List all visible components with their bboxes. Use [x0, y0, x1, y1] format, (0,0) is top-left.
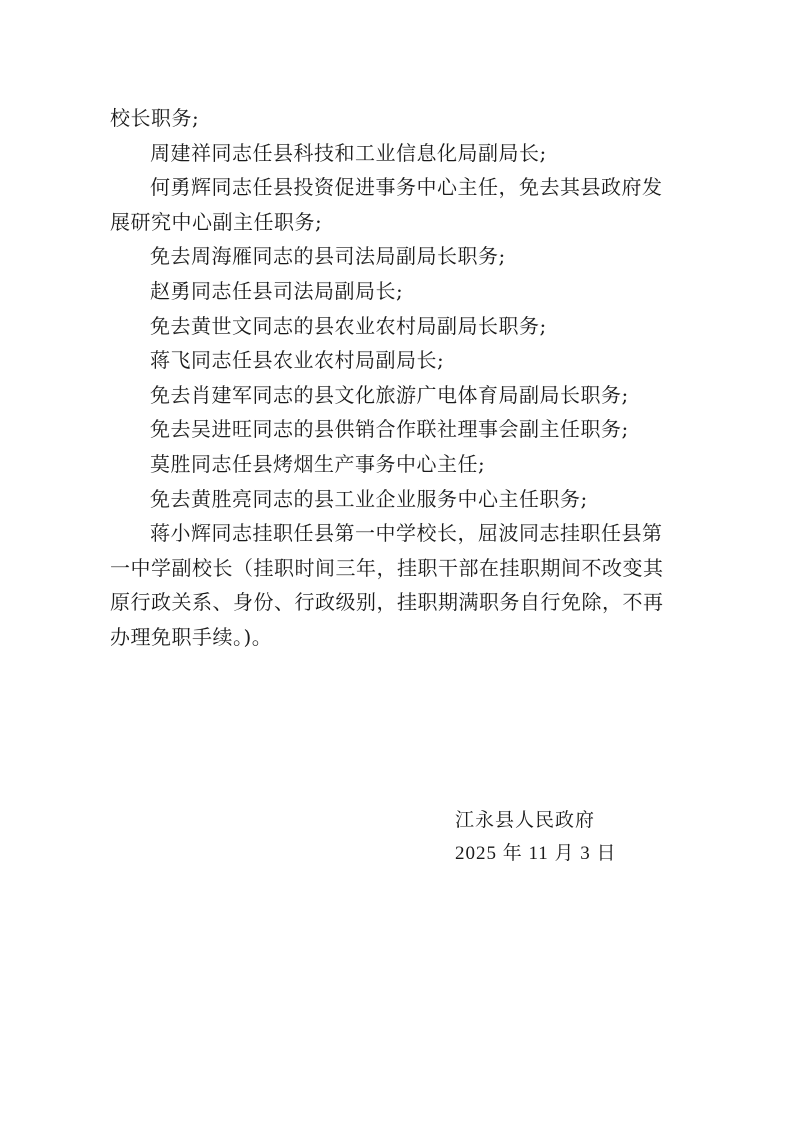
paragraph-removal: 免去周海雁同志的县司法局副局长职务;	[150, 244, 506, 269]
paragraph-appointment: 莫胜同志任县烤烟生产事务中心主任;	[150, 451, 486, 476]
paragraph-removal: 免去吴进旺同志的县供销合作联社理事会副主任职务;	[150, 417, 629, 442]
paragraph-appointment: 何勇辉同志任县投资促进事务中心主任，免去其县政府发展研究中心副主任职务;	[110, 175, 663, 234]
paragraph-removal: 免去肖建军同志的县文化旅游广电体育局副局长职务;	[150, 382, 629, 407]
issue-date: 2025 年 11 月 3 日	[455, 843, 617, 864]
paragraph-removal: 免去黄世文同志的县农业农村局副局长职务;	[150, 313, 547, 338]
document-body	[110, 101, 675, 655]
paragraph-appointment: 周建祥同志任县科技和工业信息化局副局长;	[150, 140, 547, 165]
paragraph-secondment: 蒋小辉同志挂职任县第一中学校长，屈波同志挂职任县第一中学副校长（挂职时间三年，挂职干部在挂职期间不改变其原行政关系、身份、行政级别，挂职期满职务自行免除，不再办理免职手续。)。	[110, 521, 664, 649]
paragraph-appointment: 赵勇同志任县司法局副局长;	[150, 278, 404, 303]
paragraph-appointment: 蒋飞同志任县农业农村局副局长;	[150, 348, 445, 373]
issuer-name: 江永县人民政府	[455, 809, 596, 831]
signature-block	[455, 803, 617, 871]
paragraph-removal: 免去黄胜亮同志的县工业企业服务中心主任职务;	[150, 486, 588, 511]
paragraph-continued: 校长职务;	[110, 106, 200, 130]
